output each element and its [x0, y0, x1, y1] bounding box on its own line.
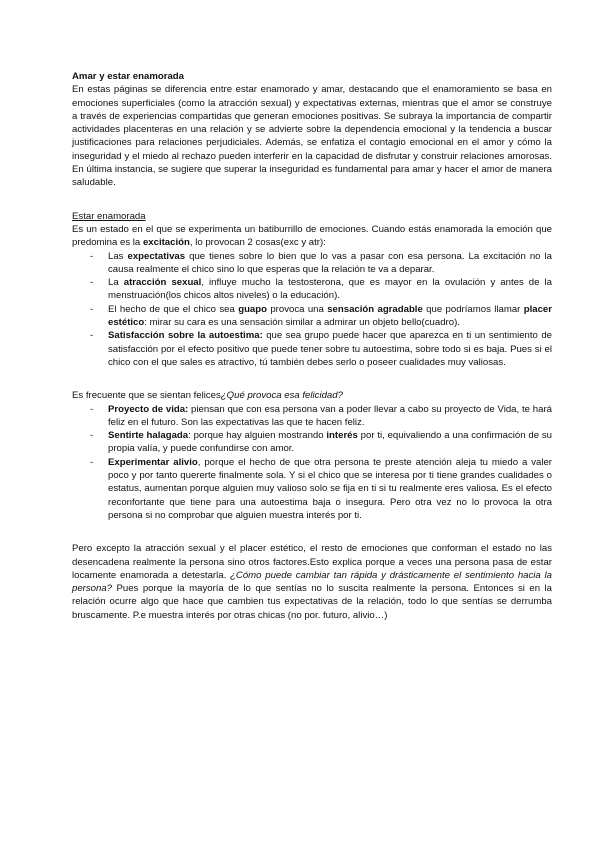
- list-item: - Sentirte halagada: porque hay alguien mostrando interés por ti, equivaliendo a una confirmación de su propia valía, y puede confundirse con amor.: [108, 429, 552, 456]
- section2-list: [72, 403, 552, 523]
- list-item: - Satisfacción sobre la autoestima: que sea grupo puede hacer que aparezca en ti un sentimiento de satisfacción por el efecto positivo que puede tener sobre tu autoestima, sobre todo si es baja. Pues si el chico con el que sales es atractivo, tú también debes serlo o poseer cualidades muy valiosas.: [108, 329, 552, 369]
- section-heading-estar-enamorada: Estar enamorada: [72, 210, 146, 222]
- list-item: - La atracción sexual, influye mucho la testosterona, que es mayor en la ovulación y antes de la menstruación(los chicos altos niveles) o la educación).: [108, 276, 552, 303]
- section1-list: [72, 250, 552, 370]
- summary-paragraph: En estas páginas se diferencia entre estar enamorado y amar, destacando que el enamoramiento se basa en emociones superficiales (como la atracción sexual) y expectativas externas, mientras que el amor se construye a través de experiencias compartidas que generan emociones positivas. Se subraya la importancia de compartir actividades placenteras en una relación y se advierte sobre la dependencia emocional y la tendencia a buscar justificaciones para relaciones perjudiciales. Además, se enfatiza el contagio emocional en el amor y cómo la inseguridad y el miedo al rechazo pueden interferir en la capacidad de disfrutar y construir relaciones amorosas. En última instancia, se sugiere que superar la inseguridad es fundamental para amar y hacer el amor de manera saludable.: [72, 84, 552, 189]
- list-item: - Experimentar alivio, porque el hecho de que otra persona te preste atención aleja tu miedo a valer poco y por tanto quererte finalmente sola. Y si el chico que se interesa por ti tiene grandes cualidades o estatus, aumentan porque alguien muy valioso solo se fija en ti si tu realmente eres valiosa. Es el efecto reconfortante que tiene para una autoestima baja o insegura. Pero otra vez no lo provoca la otra persona si no comprobar que alguien muestra interés por ti.: [108, 456, 552, 522]
- list-item: - El hecho de que el chico sea guapo provoca una sensación agradable que podríamos llamar placer estético: mirar su cara es una sensación similar a admirar un objeto bello(cuadro).: [108, 303, 552, 330]
- document-page: [72, 70, 552, 622]
- section2-intro: Es frecuente que se sientan felices¿Qué provoca esa felicidad?: [72, 390, 343, 402]
- section1-intro: Es un estado en el que se experimenta un batiburrillo de emociones. Cuando estás enamorada la emoción que predomina es la excitación, lo provocan 2 cosas(exc y atr):: [72, 223, 552, 249]
- closing-paragraph: Pero excepto la atracción sexual y el placer estético, el resto de emociones que conforman el estado no las desencadena realmente la persona sino otros factores.Esto explica porque a veces una persona pasa de estar locamente enamorada a detestarla. ¿Cómo puede cambiar tan rápida y drásticamente el sentimiento hacia la persona? Pues porque la mayoría de lo que sentías no lo suscita realmente la persona. Entonces si en la relación ocurre algo que hace que cambien tus expectativas de la relación, todo lo que sentías se derrumba bruscamente. P.e muestra interés por otras chicas (no por. futuro, alivio…): [72, 543, 552, 621]
- list-item: - Proyecto de vida: piensan que con esa persona van a poder llevar a cabo su proyecto de Vida, te hará feliz en el futuro. Son las expectativas las que te hacen feliz.: [108, 403, 552, 430]
- summary-title: Amar y estar enamorada: [72, 71, 184, 82]
- list-item: - Las expectativas que tienes sobre lo bien que lo vas a pasar con esa persona. La excitación no la causa realmente el chico sino lo que esperas que la relación te va a deparar.: [108, 250, 552, 277]
